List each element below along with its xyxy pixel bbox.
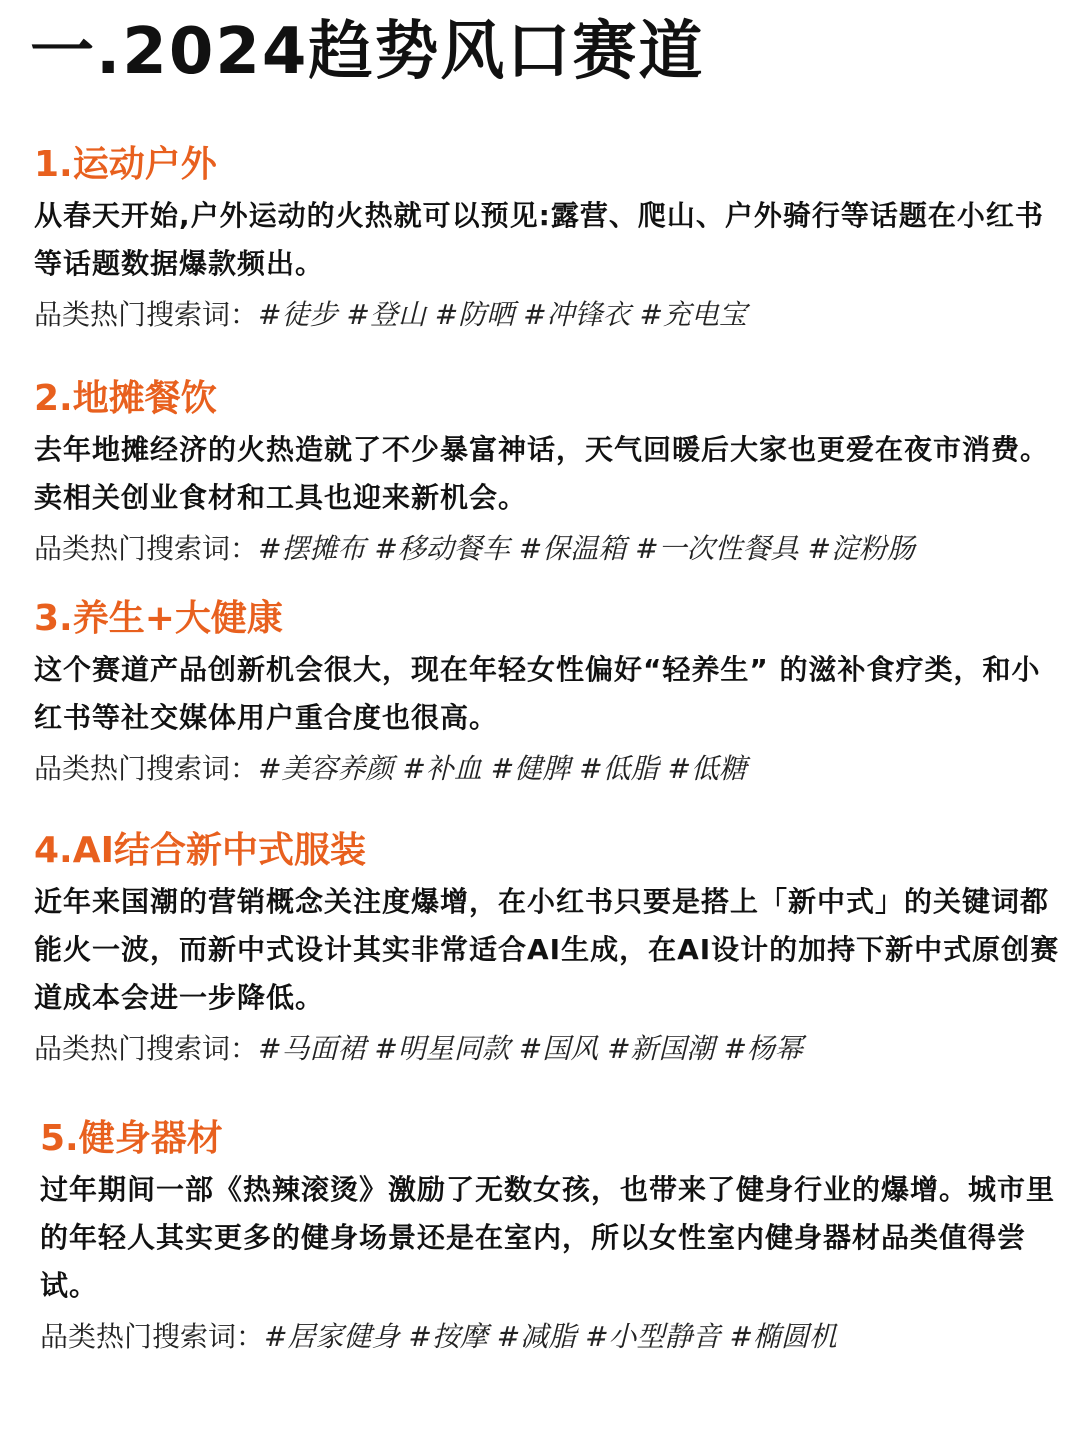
section-fitness-equipment bbox=[40, 1114, 1070, 1360]
keyword-line bbox=[34, 1026, 1064, 1072]
section-health bbox=[34, 594, 1064, 792]
keyword-label: 品类热门搜索词： bbox=[34, 1032, 259, 1065]
section-body: 这个赛道产品创新机会很大，现在年轻女性偏好“轻养生” 的滋补食疗类，和小红书等社交媒体用户重合度也很高。 bbox=[34, 653, 1041, 734]
section-outdoor-sports bbox=[34, 140, 1064, 338]
keyword-line bbox=[40, 1314, 1070, 1360]
keyword-line bbox=[34, 526, 1064, 572]
section-heading: 1.运动户外 bbox=[34, 144, 217, 185]
keyword-line bbox=[34, 746, 1064, 792]
section-body: 近年来国潮的营销概念关注度爆增，在小红书只要是搭上「新中式」的关键词都能火一波，而新中式设计其实非常适合AI生成，在AI设计的加持下新中式原创赛道成本会进一步降低。 bbox=[34, 885, 1060, 1014]
section-street-food bbox=[34, 374, 1064, 572]
keyword-tags: #摆摊布 #移动餐车 #保温箱 #一次性餐具 #淀粉肠 bbox=[258, 532, 915, 565]
keyword-label: 品类热门搜索词： bbox=[34, 752, 259, 785]
section-ai-new-chinese-fashion bbox=[34, 826, 1064, 1072]
keyword-tags: #马面裙 #明星同款 #国风 #新国潮 #杨幂 bbox=[258, 1032, 803, 1065]
section-heading: 4.AI结合新中式服装 bbox=[34, 830, 366, 871]
keyword-tags: #美容养颜 #补血 #健脾 #低脂 #低糖 bbox=[258, 752, 747, 785]
section-body: 过年期间一部《热辣滚烫》激励了无数女孩，也带来了健身行业的爆增。城市里的年轻人其实更多的健身场景还是在室内，所以女性室内健身器材品类值得尝试。 bbox=[40, 1173, 1056, 1302]
section-heading: 5.健身器材 bbox=[40, 1118, 223, 1159]
keyword-line bbox=[34, 292, 1064, 338]
keyword-label: 品类热门搜索词： bbox=[34, 298, 259, 331]
section-heading: 2.地摊餐饮 bbox=[34, 378, 217, 419]
keyword-tags: #徒步 #登山 #防晒 #冲锋衣 #充电宝 bbox=[258, 298, 747, 331]
page-title: 一.2024趋势风口赛道 bbox=[30, 15, 705, 89]
section-body: 从春天开始,户外运动的火热就可以预见:露营、爬山、户外骑行等话题在小红书等话题数据爆款频出。 bbox=[34, 199, 1044, 280]
section-body: 去年地摊经济的火热造就了不少暴富神话，天气回暖后大家也更爱在夜市消费。卖相关创业食材和工具也迎来新机会。 bbox=[34, 433, 1050, 514]
keyword-tags: #居家健身 #按摩 #减脂 #小型静音 #椭圆机 bbox=[264, 1320, 837, 1353]
section-heading: 3.养生+大健康 bbox=[34, 598, 283, 639]
keyword-label: 品类热门搜索词： bbox=[34, 532, 259, 565]
keyword-label: 品类热门搜索词： bbox=[40, 1320, 265, 1353]
